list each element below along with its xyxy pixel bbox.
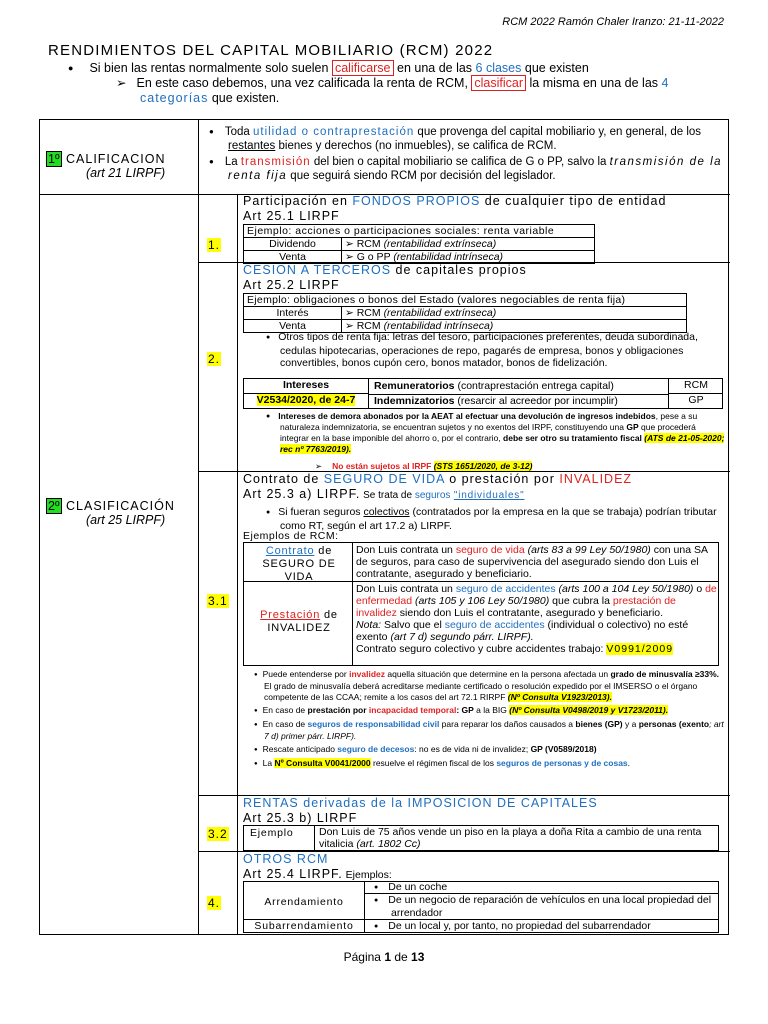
remuneratorios: Remuneratorios (contraprestación entrega capital) [374, 380, 614, 392]
section-ref: (art 25 LIRPF) [86, 512, 166, 527]
note-incapacidad-temporal: ● En caso de prestación por incapacidad temporal: GP a la BIG (Nº Consulta V0498/2019 y V1723/2011). [254, 705, 669, 715]
category-1-title: Participación en FONDOS PROPIOS de cualquier tipo de entidad Art 25.1 LIRPF [243, 194, 667, 223]
intereses-demora-note: ● Intereses de demora abonados por la AEAT al efectuar una devolución de ingresos indebidos, pese a su naturaleza indemnizatoria, se encuentran sujetos y no exentos del IRPF, constituyendo una GP que procederá integrar en la base imponible del ahorro o, por el contrario, debe ser otro su tratamiento fiscal (ATS de 21-05-2020; rec nº 7763/2019). [266, 411, 725, 454]
category-number-2: 2. [208, 352, 221, 366]
example-label: Ejemplo: obligaciones o bonos del Estado (valores negociables de renta fija) [244, 294, 687, 307]
row-value: ➢ RCM (rentabilidad extrínseca) [342, 307, 687, 320]
category-4-example-table [243, 881, 719, 933]
rcm-value: RCM [668, 379, 723, 394]
clasificar-term: clasificar [471, 75, 526, 91]
note-consulta-v0041: ● La Nº Consulta V0041/2000 resuelve el régimen fiscal de los seguros de personas y de cosas. [254, 758, 631, 768]
row-label: Dividendo [244, 238, 342, 251]
column-divider [237, 194, 238, 935]
calificacion-bullet-2: ● La transmisión del bien o capital mobiliario se califica de G o PP, salvo la transmisión de la renta fija que seguirá siendo RCM por decisión del legislador. [209, 156, 723, 182]
section-title: CALIFICACION [61, 152, 166, 166]
seguros-colectivos-note: ● Si fueran seguros colectivos (contratados por la empresa en la que se trabaja) podrían tributar como RT, según el art 17.2 a) LIRPF. [266, 506, 717, 532]
category-3-2-example-table [243, 825, 719, 851]
prestacion-invalidez-example: Don Luis contrata un seguro de accidentes (arts 100 a 104 Ley 50/1980) o de enfermedad (arts 105 y 106 Ley 50/1980) que cubra la prestación de invalidez siendo don Luis el contratante, asegurado y beneficiario. Nota: Salvo que el seguro de accidentes (individual o colectivo) no esté exento (art 7 d) segundo párr. LIRPF). Contrato seguro colectivo y cubre accidentes trabajo: V0991/2009 [356, 583, 717, 655]
category-number-3-1: 3.1 [208, 594, 228, 608]
row-value: ➢ G o PP (rentabilidad intrínseca) [342, 251, 595, 264]
contrato-seguro-vida-label: Contrato de SEGURO DE VIDA [262, 545, 336, 583]
category-3-1-example-table [243, 542, 719, 666]
no-sujetos-note: ➢ No están sujetos al IRPF (STS 1651/2020, de 3-12) [315, 461, 533, 471]
renta-fija-list: ● Otros tipos de renta fija: letras del tesoro, participaciones preferentes, deuda subordinada, cedulas hipotecarias, operaciones de repo, pagarés de empresa, bonos y obligaciones convertibles, bonos cupón cero, bonos matador, bonos de fidelización. [266, 331, 698, 369]
article-ref: Art 25.3 a) LIRPF. [243, 487, 361, 501]
row-label: Interés [244, 307, 342, 320]
document-meta: RCM 2022 Ramón Chaler Iranzo: 21-11-2022 [502, 16, 724, 28]
row-divider [369, 394, 668, 395]
intro-text: En este caso debemos, una vez calificada la renta de RCM, [136, 76, 472, 90]
intro-text: en una de las [393, 61, 476, 75]
arrendamiento-negocio: ● De un negocio de reparación de vehículos en una local propiedad del arrendador [374, 894, 712, 919]
note-decesos: ● Rescate anticipado seguro de decesos: no es de vida ni de invalidez; GP (V0589/2018) [254, 744, 597, 754]
intro-text: que existen. [208, 91, 280, 105]
example-label: Ejemplo [250, 827, 294, 839]
note-invalidez: ● Puede entenderse por invalidez aquella situación que determine en la persona afectada un grado de minusvalía ≥33%. El grado de minusvalía deberá acreditarse mediante certificado o resolución expedido por el IMSERSO o el órgano competente de las CCAA; remite a los casos del art 72.1 RIRPF (Nº Consulta V1923/2013). [254, 669, 720, 702]
row-label: Venta [244, 320, 342, 333]
clases-term: 6 clases [475, 61, 522, 75]
arrendamiento-label: Arrendamiento [264, 896, 344, 908]
category-3-1-title: Contrato de SEGURO DE VIDA o prestación por INVALIDEZ Art 25.3 a) LIRPF. Se trata de seguros "individuales" [243, 472, 633, 501]
category-4-title: OTROS RCM Art 25.4 LIRPF. Ejemplos: [243, 852, 392, 881]
intro-text: que existen [521, 61, 589, 75]
prestacion-invalidez-label: Prestación de INVALIDEZ [260, 609, 338, 634]
article-ref: Art 25.2 LIRPF [243, 278, 340, 292]
row-label: Venta [244, 251, 342, 264]
page-title: RENDIMIENTOS DEL CAPITAL MOBILIARIO (RCM) 2022 [48, 42, 494, 59]
section-2-label [46, 500, 194, 527]
category-number-4: 4. [208, 896, 221, 910]
intro-text: la misma en una de las [526, 76, 662, 90]
page-footer: Página 1 de 13 [343, 950, 425, 964]
row-value: ➢ RCM (rentabilidad extrínseca) [342, 238, 595, 251]
intro-paragraph-2 [116, 76, 726, 106]
main-table [39, 119, 729, 935]
category-number-1: 1. [208, 238, 221, 252]
arrendamiento-coche: ● De un coche [374, 881, 448, 893]
gp-value: GP [668, 394, 723, 408]
example-label: Ejemplo: acciones o participaciones sociales: renta variable [244, 225, 595, 238]
category-2-title: CESION A TERCEROS de capitales propios Art 25.2 LIRPF [243, 263, 527, 292]
arrow-bullet-icon: ➢ [116, 76, 127, 90]
bullet-icon: ● [68, 63, 74, 73]
intereses-label: Intereses [244, 379, 369, 394]
intro-paragraph-1 [66, 60, 726, 76]
renta-vitalicia-example: Don Luis de 75 años vende un piso en la playa a doña Rita a cambio de una renta vitalicia (art. 1802 Cc) [319, 826, 702, 850]
categorias-term: 4 categorías [140, 76, 670, 105]
article-ref: Art 25.3 b) LIRPF [243, 811, 358, 825]
calificacion-bullet-1: ● Toda utilidad o contraprestación que provenga del capital mobiliario y, en general, de los restantes bienes y derechos (no inmuebles), se califica de RCM. [209, 126, 702, 152]
column-divider [198, 120, 199, 935]
subarrendamiento-label: Subarrendamiento [254, 920, 354, 932]
note-responsabilidad-civil: ● En caso de seguros de responsabilidad civil para reparar los daños causados a bienes (GP) y a personas (exento; art 7 d) primer párr. LIRPF). [254, 719, 724, 741]
contrato-seguro-vida-example: Don Luis contrata un seguro de vida (arts 83 a 99 Ley 50/1980) con una SA de seguros, para caso de supervivencia del asegurado siendo don Luis el contratante, asegurado y beneficiario. [356, 544, 708, 580]
article-ref: Art 25.4 LIRPF. [243, 867, 343, 881]
calificarse-term: calificarse [332, 60, 394, 76]
intereses-table [243, 378, 723, 409]
subarrendamiento-local: ● De un local y, por tanto, no propiedad del subarrendador [374, 920, 651, 932]
article-ref: Art 25.1 LIRPF [243, 209, 340, 223]
section-ref: (art 21 LIRPF) [86, 165, 166, 180]
section-number: 1º [48, 152, 60, 166]
section-1-label [46, 153, 194, 180]
category-3-2-title: RENTAS derivadas de la IMPOSICION DE CAPITALES Art 25.3 b) LIRPF [243, 796, 598, 825]
intereses-ref: V2534/2020, de 24-7 [244, 394, 369, 408]
intro-text: Si bien las rentas normalmente solo suelen [89, 61, 332, 75]
indemnizatorios: Indemnizatorios (resarcir al acreedor por incumplir) [374, 395, 618, 407]
section-1-content [209, 125, 724, 183]
category-3-1-notes [254, 669, 726, 770]
category-2-example-table [243, 293, 687, 333]
category-1-example-table [243, 224, 595, 264]
section-title: CLASIFICACIÓN [61, 499, 175, 513]
row-value: ➢ RCM (rentabilidad intrínseca) [342, 320, 687, 333]
category-number-3-2: 3.2 [208, 827, 228, 841]
ejemplos-label: Ejemplos de RCM: [243, 530, 339, 542]
section-number: 2º [48, 499, 60, 513]
